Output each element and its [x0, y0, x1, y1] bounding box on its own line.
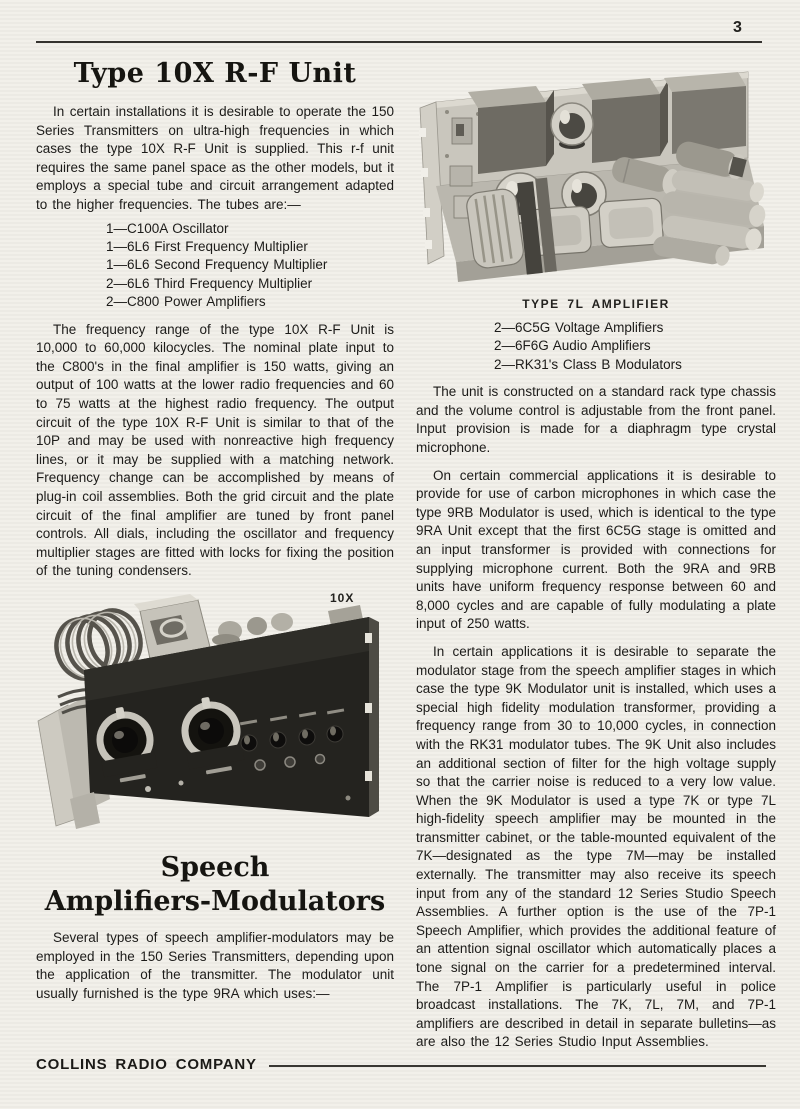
page-number: 3	[733, 19, 742, 36]
footer	[36, 1056, 766, 1073]
paragraph-speech-intro: Several types of speech amplifier-modulators may be employed in the 150 Series Transmitters, depending upon the application of the transmitter. The modulator unit usually furnished is the type 9RA which uses:—	[36, 929, 394, 1001]
list-item: 2—RK31's Class B Modulators	[494, 356, 682, 372]
section-title-10x: Type 10X R-F Unit	[73, 58, 357, 89]
photo-caption-7l: TYPE 7L AMPLIFIER	[522, 297, 670, 311]
photo-label-10x: 10X	[330, 590, 355, 605]
list-item: 2—C800 Power Amplifiers	[106, 294, 266, 310]
top-rule	[36, 41, 762, 43]
list-item: 2—6L6 Third Frequency Multiplier	[106, 275, 313, 291]
photo-10x-image	[28, 590, 400, 829]
paragraph-9k-modulator: In certain applications it is desirable to separate the modulator stage from the speech amplifier stages in which case the type 9K Modulator unit is installed, which uses a special high fidelity modulation transformer, providing a frequency range from 30 to 10,000 cycles, in connection with the RK31 modulator tubes. The 9K Unit also includes an additional section of filter for the high voltage supply so that the carrier noise is reduced to a very low value. When the 9K Modulator is used a type 7K or type 7L high-fidelity speech amplifier may be mounted in the transmitter cabinet, or the table-mounted equivalent of the 7K—designated as the type 7M—may be installed externally. The transmitter may also receive its speech input from any of the standard 12 Series Studio Speech Assemblies. A further option is the use of the 7P-1 Speech Amplifier, which provides the additional feature of an attention signal oscillator which automatically places a tone signal on the carrier for a predetermined interval. The 7P-1 Amplifier is particularly useful in police broadcast installations. The 7K, 7L, 7M, and 7P-1 amplifiers are described in detail in separate bulletins—as are also the 12 Series Studio Input Assemblies.	[416, 643, 776, 1050]
tube-list-10x	[36, 220, 394, 312]
photo-7l-amplifier	[414, 70, 782, 288]
photo-10x-unit	[28, 590, 400, 829]
list-item: 2—6F6G Audio Amplifiers	[494, 338, 651, 354]
paragraph-carbon-microphones: On certain commercial applications it is desirable to provide for use of carbon microphones in which case the type 9RB Modulator is used, which is identical to the type 9RA Unit except that the first 6C5G stage is omitted and an input transformer is provided with connections for supplying microphone current. Both the 9RA and 9RB units have uniform frequency response between 60 and 8,000 cycles and are capable of fully modulating a plate input of 250 watts.	[416, 467, 776, 632]
footer-company-name: COLLINS RADIO COMPANY	[36, 1056, 257, 1073]
list-item: 1—C100A Oscillator	[106, 220, 229, 236]
list-item: 2—6C5G Voltage Amplifiers	[494, 320, 664, 335]
paragraph-unit-construction: The unit is constructed on a standard rack type chassis and the volume control is adjustable from the front panel. Input provision is made for a diaphragm type crystal microphone.	[416, 384, 776, 455]
paragraph-10x-intro: In certain installations it is desirable to operate the 150 Series Transmitters on ultra-high frequencies in which cases the type 10X R-F Unit is supplied. This r-f unit requires the same panel space as the other models, but it employs a special tube and circuit arrangement adapted to the higher frequencies. The tubes are:—	[36, 104, 394, 212]
section-title-speech	[36, 851, 394, 919]
list-item: 1—6L6 Second Frequency Multiplier	[106, 257, 328, 273]
footer-rule	[269, 1065, 766, 1067]
tube-list-7l	[416, 319, 776, 374]
photo-7l-image	[414, 70, 782, 288]
left-column	[36, 58, 394, 1003]
section-title-speech-line1: Speech	[160, 851, 270, 883]
list-item: 1—6L6 First Frequency Multiplier	[106, 238, 308, 254]
section-title-speech-line2: Amplifiers-Modulators	[44, 885, 386, 917]
paragraph-10x-specs: The frequency range of the type 10X R-F Unit is 10,000 to 60,000 kilocycles. The nominal plate input to the C800's in the final amplifier is 150 watts, giving an output of 100 watts at the lower radio frequencies and 60 to 75 watts at the highest radio frequency. The output circuit of the type 10X R-F Unit is similar to that of the 10P and may be used with nonreactive high frequency lines, or it may be supplied with a matching network. Frequency change can be accomplished by means of plug-in coil assemblies. Both the grid circuit and the plate circuit of the final amplifier are tuned by front panel controls. All dials, including the oscillator and frequency multiplier stages are fitted with locks for fixing the position of the tuning condensers.	[36, 321, 394, 579]
right-column	[416, 70, 776, 1052]
